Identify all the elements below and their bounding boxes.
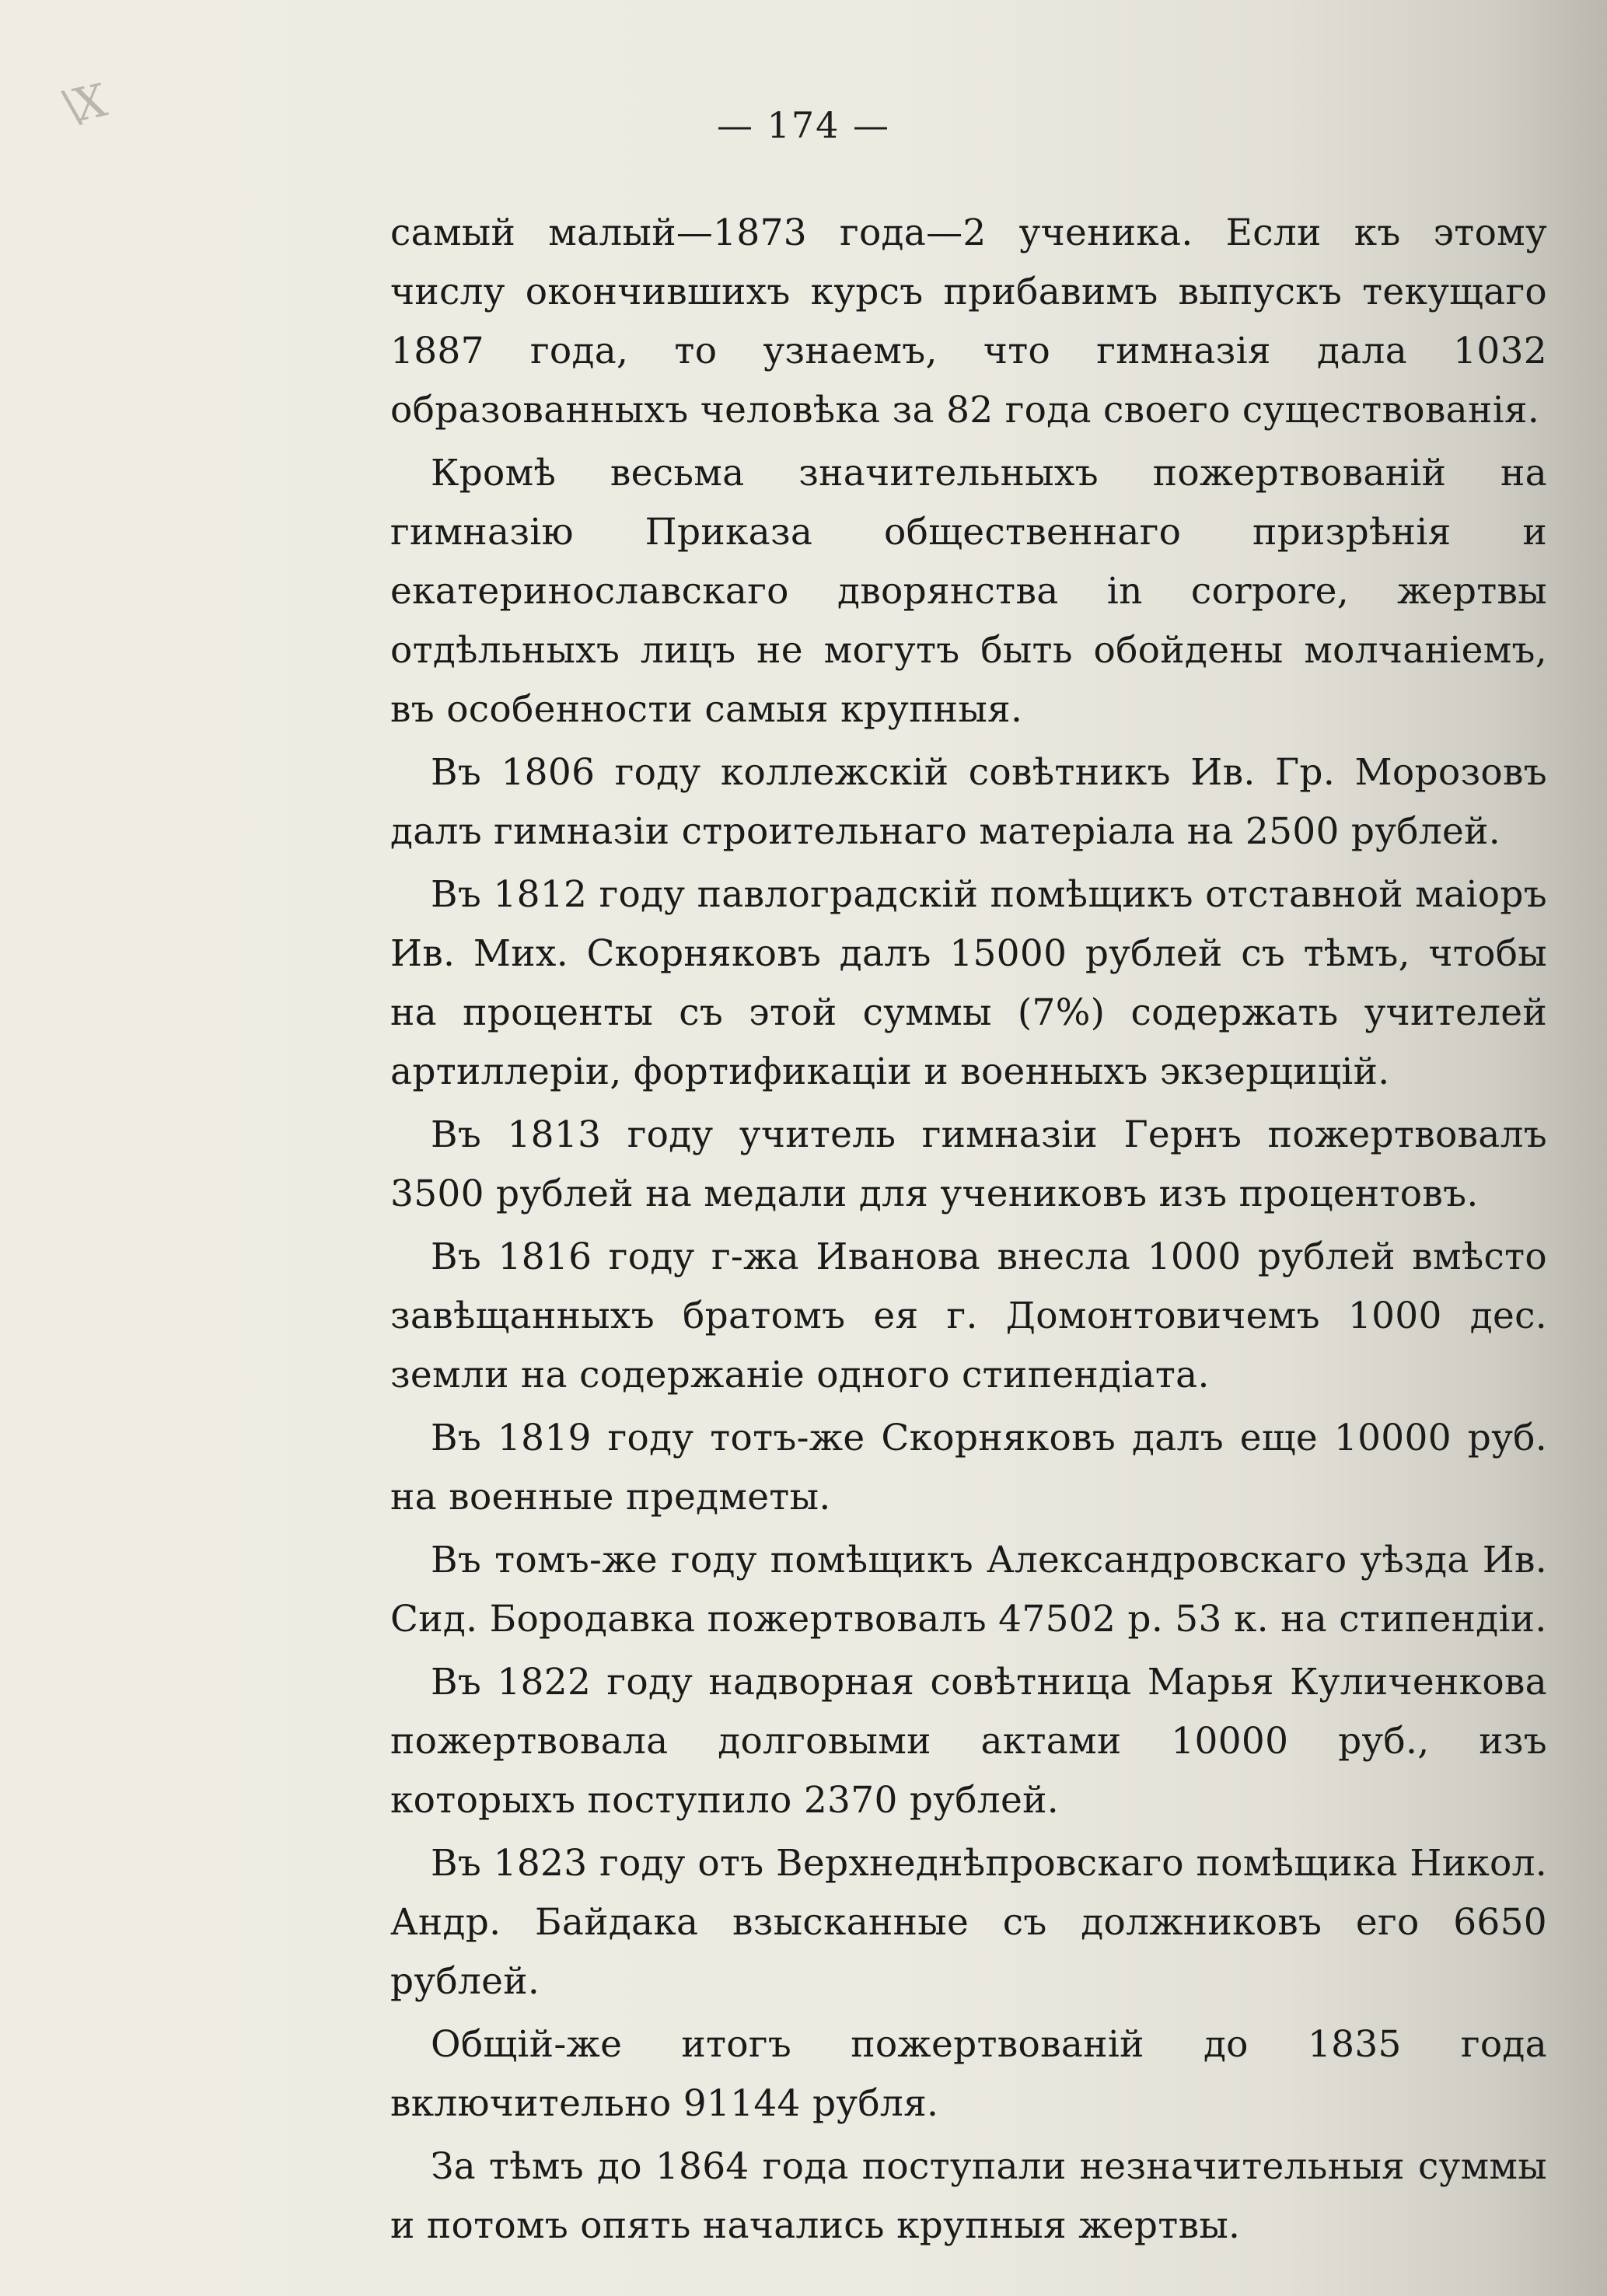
body-text (390, 204, 1547, 2259)
paragraph-after-1864: За тѣмъ до 1864 года поступали незначительныя суммы и потомъ опять начались крупныя жертвы. (390, 2145, 1547, 2247)
paragraph-donations-intro: Кромѣ весьма значительныхъ пожертвованій на гимназію Приказа общественнаго призрѣнія и екатеринославскаго дворянства in corpore, жертвы отдѣльныхъ лицъ не могутъ быть обойдены молчаніемъ, въ особенности самыя крупныя. (390, 452, 1547, 731)
paragraph-1823: Въ 1823 году отъ Верхнеднѣпровскаго помѣщика Никол. Андр. Байдака взысканные съ должниковъ его 6650 рублей. (390, 1842, 1547, 2003)
paragraph-total: Общій-же итогъ пожертвованій до 1835 года включительно 91144 рубля. (390, 2023, 1547, 2125)
paragraph-same-year: Въ томъ-же году помѣщикъ Александровскаго уѣзда Ив. Сид. Бородавка пожертвовалъ 47502 р. 53 к. на стипендіи. (390, 1539, 1547, 1641)
paragraph-1806: Въ 1806 году коллежскій совѣтникъ Ив. Гр. Морозовъ далъ гимназіи строительнаго матеріала на 2500 рублей. (390, 751, 1547, 853)
paragraph-1822: Въ 1822 году надворная совѣтница Марья Куличенкова пожертвовала долговыми актами 10000 руб., изъ которыхъ поступило 2370 рублей. (390, 1661, 1547, 1822)
paragraph-1819: Въ 1819 году тотъ-же Скорняковъ далъ еще 10000 руб. на военные предметы. (390, 1417, 1547, 1518)
paragraph-1813: Въ 1813 году учитель гимназіи Гернъ пожертвовалъ 3500 рублей на медали для учениковъ изъ процентовъ. (390, 1113, 1547, 1215)
paragraph-graduates: самый малый—1873 года—2 ученика. Если къ этому числу окончившихъ курсъ прибавимъ выпускъ текущаго 1887 года, то узнаемъ, что гимназія дала 1032 образованныхъ человѣка за 82 года своего существованія. (390, 211, 1547, 432)
paragraph-1812: Въ 1812 году павлоградскій помѣщикъ отставной маіоръ Ив. Мих. Скорняковъ далъ 15000 рублей съ тѣмъ, чтобы на проценты съ этой суммы (7%) содержать учителей артиллеріи, фортификаціи и военныхъ экзерцицій. (390, 873, 1547, 1093)
margin-pencil-mark: \X (58, 74, 107, 135)
paragraph-1816: Въ 1816 году г-жа Иванова внесла 1000 рублей вмѣсто завѣщанныхъ братомъ ея г. Домонтовичемъ 1000 дес. земли на содержаніе одного стипендіата. (390, 1235, 1547, 1396)
page-number: — 174 — (716, 104, 891, 146)
